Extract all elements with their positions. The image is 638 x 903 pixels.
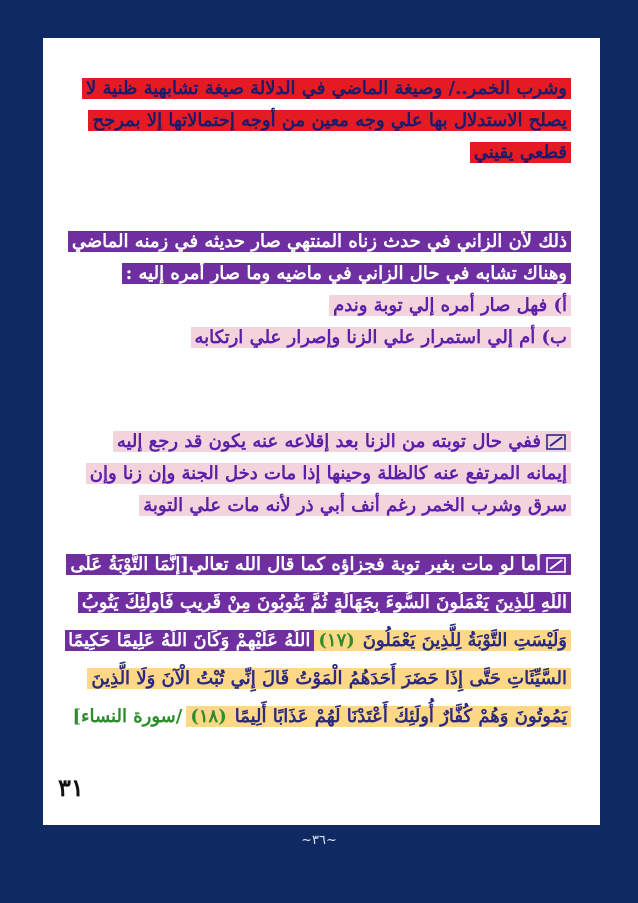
- highlighted-text: [113, 431, 571, 452]
- text-line: [65, 426, 571, 458]
- text-line: [65, 458, 571, 490]
- text-line: [65, 660, 571, 698]
- text-line: [65, 290, 571, 322]
- text-line: [65, 584, 571, 622]
- text-line: [65, 105, 571, 137]
- text-line: [65, 698, 571, 736]
- paragraph-red: [65, 73, 571, 169]
- paragraph-pink: [65, 426, 571, 522]
- line-text: ففي حال توبته من الزنا بعد إقلاعه عنه يكون قد رجع إليه: [116, 431, 541, 452]
- verse-text: وَلَيْسَتِ التَّوْبَةُ لِلَّذِينَ يَعْمَلُونَ: [359, 630, 571, 651]
- document-page: [43, 38, 600, 825]
- text-line: [65, 258, 571, 290]
- pencil-icon: [545, 555, 567, 575]
- highlighted-text: [66, 554, 571, 575]
- highlighted-text: وشرب الخمر../ وصيغة الماضي في الدلالة صيغة تشابهية ظنية لا: [82, 78, 571, 99]
- highlighted-text: إيمانه المرتفع عنه كالظلة وحينها إذا مات دخل الجنة وإن زنا وإن: [86, 463, 571, 484]
- text-line: [65, 73, 571, 105]
- pencil-icon: [545, 432, 567, 452]
- highlighted-text: أ) فهل صار أمره إلي توبة وندم: [329, 295, 571, 316]
- text-line: [65, 490, 571, 522]
- paragraph-verse: [65, 546, 571, 736]
- text-line: [65, 137, 571, 169]
- verse-text: يَمُوتُونَ وَهُمْ كُفَّارٌ أُولَئِكَ أَعْتَدْنَا لَهُمْ عَذَابًا أَلِيمًا: [231, 706, 571, 727]
- highlighted-text: يصلح الاستدلال بها علي وجه معين من أوجه إحتمالاتها إلا بمرجح: [88, 110, 571, 131]
- surah-reference: /سورة النساء]: [72, 706, 183, 727]
- text-line: [65, 322, 571, 354]
- text-line: [65, 622, 571, 660]
- highlighted-text: وهناك تشابه في حال الزاني في ماضيه وما صار أمره إليه :: [122, 263, 571, 284]
- highlighted-text: ذلك لأن الزاني في حدث زناه المنتهي صار حديثه في زمنه الماضي: [68, 231, 571, 252]
- verse-number: (١٧): [314, 630, 358, 651]
- line-text: أما لو مات بغير توبة فجزاؤه كما قال الله تعالي: [188, 554, 541, 575]
- verse-number: (١٨): [186, 706, 230, 727]
- footer-page-number: ~٣٦~: [301, 833, 337, 848]
- page-number: ٣١: [58, 773, 84, 802]
- paragraph-purple: [65, 226, 571, 354]
- verse-text: اللَّهِ لِلَّذِينَ يَعْمَلُونَ السُّوءَ بِجَهَالَةٍ ثُمَّ يَتُوبُونَ مِنْ قَرِيبٍ فَأُولَئِكَ يَتُوبُ: [78, 592, 571, 613]
- verse-text: [إِنَّمَا التَّوْبَةُ عَلَى: [70, 554, 189, 575]
- verse-text: اللَّهُ عَلَيْهِمْ وَكَانَ اللَّهُ عَلِيمًا حَكِيمًا: [65, 630, 314, 651]
- highlighted-text: قطعي يقيني: [470, 142, 571, 163]
- text-line: [65, 226, 571, 258]
- highlighted-text: ب) أم إلي استمرار علي الزنا وإصرار علي ارتكابه: [191, 327, 571, 348]
- highlighted-text: سرق وشرب الخمر رغم أنف أبي ذر لأنه مات علي التوبة: [139, 495, 571, 516]
- verse-text: السَّيِّئَاتِ حَتَّى إِذَا حَضَرَ أَحَدَهُمُ الْمَوْتُ قَالَ إِنِّي تُبْتُ الْآنَ وَلَا الَّذِينَ: [87, 668, 571, 689]
- text-line: [65, 546, 571, 584]
